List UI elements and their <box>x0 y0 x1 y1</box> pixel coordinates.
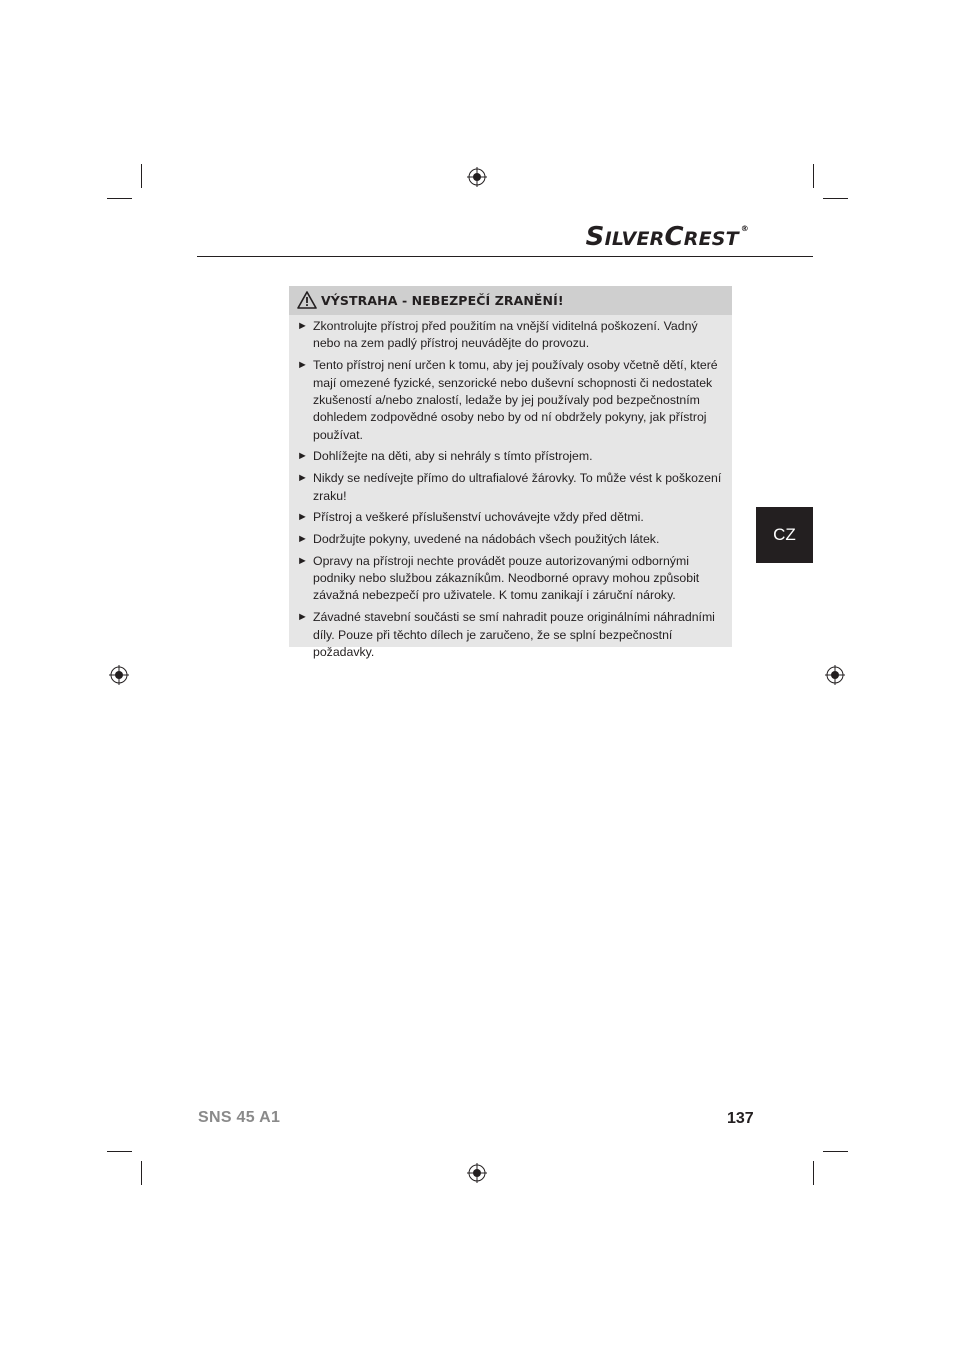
list-item: ► Zkontrolujte přístroj před použitím na vnější viditelná poškození. Vadný nebo na zem padlý přístroj neuvádějte do provozu. <box>297 319 698 351</box>
list-item: ► Závadné stavební součásti se smí nahradit pouze originálními náhradními díly. Pouze při těchto dílech je zaručeno, že se splní bezpečnostní požadavky. <box>297 610 715 659</box>
list-item: ► Tento přístroj není určen k tomu, aby jej používaly osoby včetně dětí, které mají omezené fyzické, senzorické nebo duševní schopnosti či nedostatek zkušeností a/nebo znalostí, ledaže by jej používaly pod bezpečnostním dohledem zodpovědné osoby nebo by od ní obdržely pokyny, jak přístroj používat. <box>297 358 718 442</box>
registration-mark-icon <box>467 167 487 187</box>
crop-mark <box>107 198 132 199</box>
arrow-right-icon: ► <box>297 359 308 372</box>
list-item: ► Přístroj a veškeré příslušenství uchovávejte vždy před dětmi. <box>297 509 725 526</box>
warning-box <box>289 286 732 659</box>
arrow-right-icon: ► <box>297 554 308 567</box>
crop-mark <box>823 1151 848 1152</box>
crop-mark <box>823 198 848 199</box>
warning-header <box>289 286 732 315</box>
arrow-right-icon: ► <box>297 320 308 332</box>
crop-mark <box>813 1161 814 1185</box>
warning-title: VÝSTRAHA - NEBEZPEČÍ ZRANĚNÍ! <box>321 293 564 308</box>
brand-logo: SILVERCREST ® <box>585 222 749 252</box>
crop-mark <box>141 1161 142 1185</box>
page-number: 137 <box>727 1110 754 1127</box>
arrow-right-icon: ► <box>297 532 308 545</box>
header-rule <box>197 256 813 257</box>
list-item: ► Opravy na přístroji nechte provádět pouze autorizovanými odbornými podniky nebo službou zákazníkům. Neodborné opravy mohou způsobit závažná nebezpečí pro uživatele. K tomu zanikají i záruční nároky. <box>297 553 700 603</box>
list-item: ► Dodržujte pokyny, uvedené na nádobách všech použitých látek. <box>297 531 725 548</box>
arrow-right-icon: ► <box>297 611 308 624</box>
warning-triangle-icon <box>297 291 317 309</box>
arrow-right-icon: ► <box>297 450 308 463</box>
arrow-right-icon: ► <box>297 511 308 524</box>
list-item: ► Dohlížejte na děti, aby si nehrály s tímto přístrojem. <box>297 448 725 465</box>
crop-mark <box>107 1151 132 1152</box>
warning-list <box>297 318 725 666</box>
list-item: ► Nikdy se nedívejte přímo do ultrafialové žárovky. To může vést k poškození zraku! <box>297 471 722 503</box>
crop-mark <box>813 164 814 188</box>
crop-mark <box>141 164 142 188</box>
registration-mark-icon <box>467 1163 487 1183</box>
registration-mark-icon <box>109 665 129 685</box>
model-number: SNS 45 A1 <box>198 1109 281 1126</box>
language-tab: CZ <box>756 507 813 563</box>
registration-mark-icon <box>825 665 845 685</box>
arrow-right-icon: ► <box>297 472 308 485</box>
